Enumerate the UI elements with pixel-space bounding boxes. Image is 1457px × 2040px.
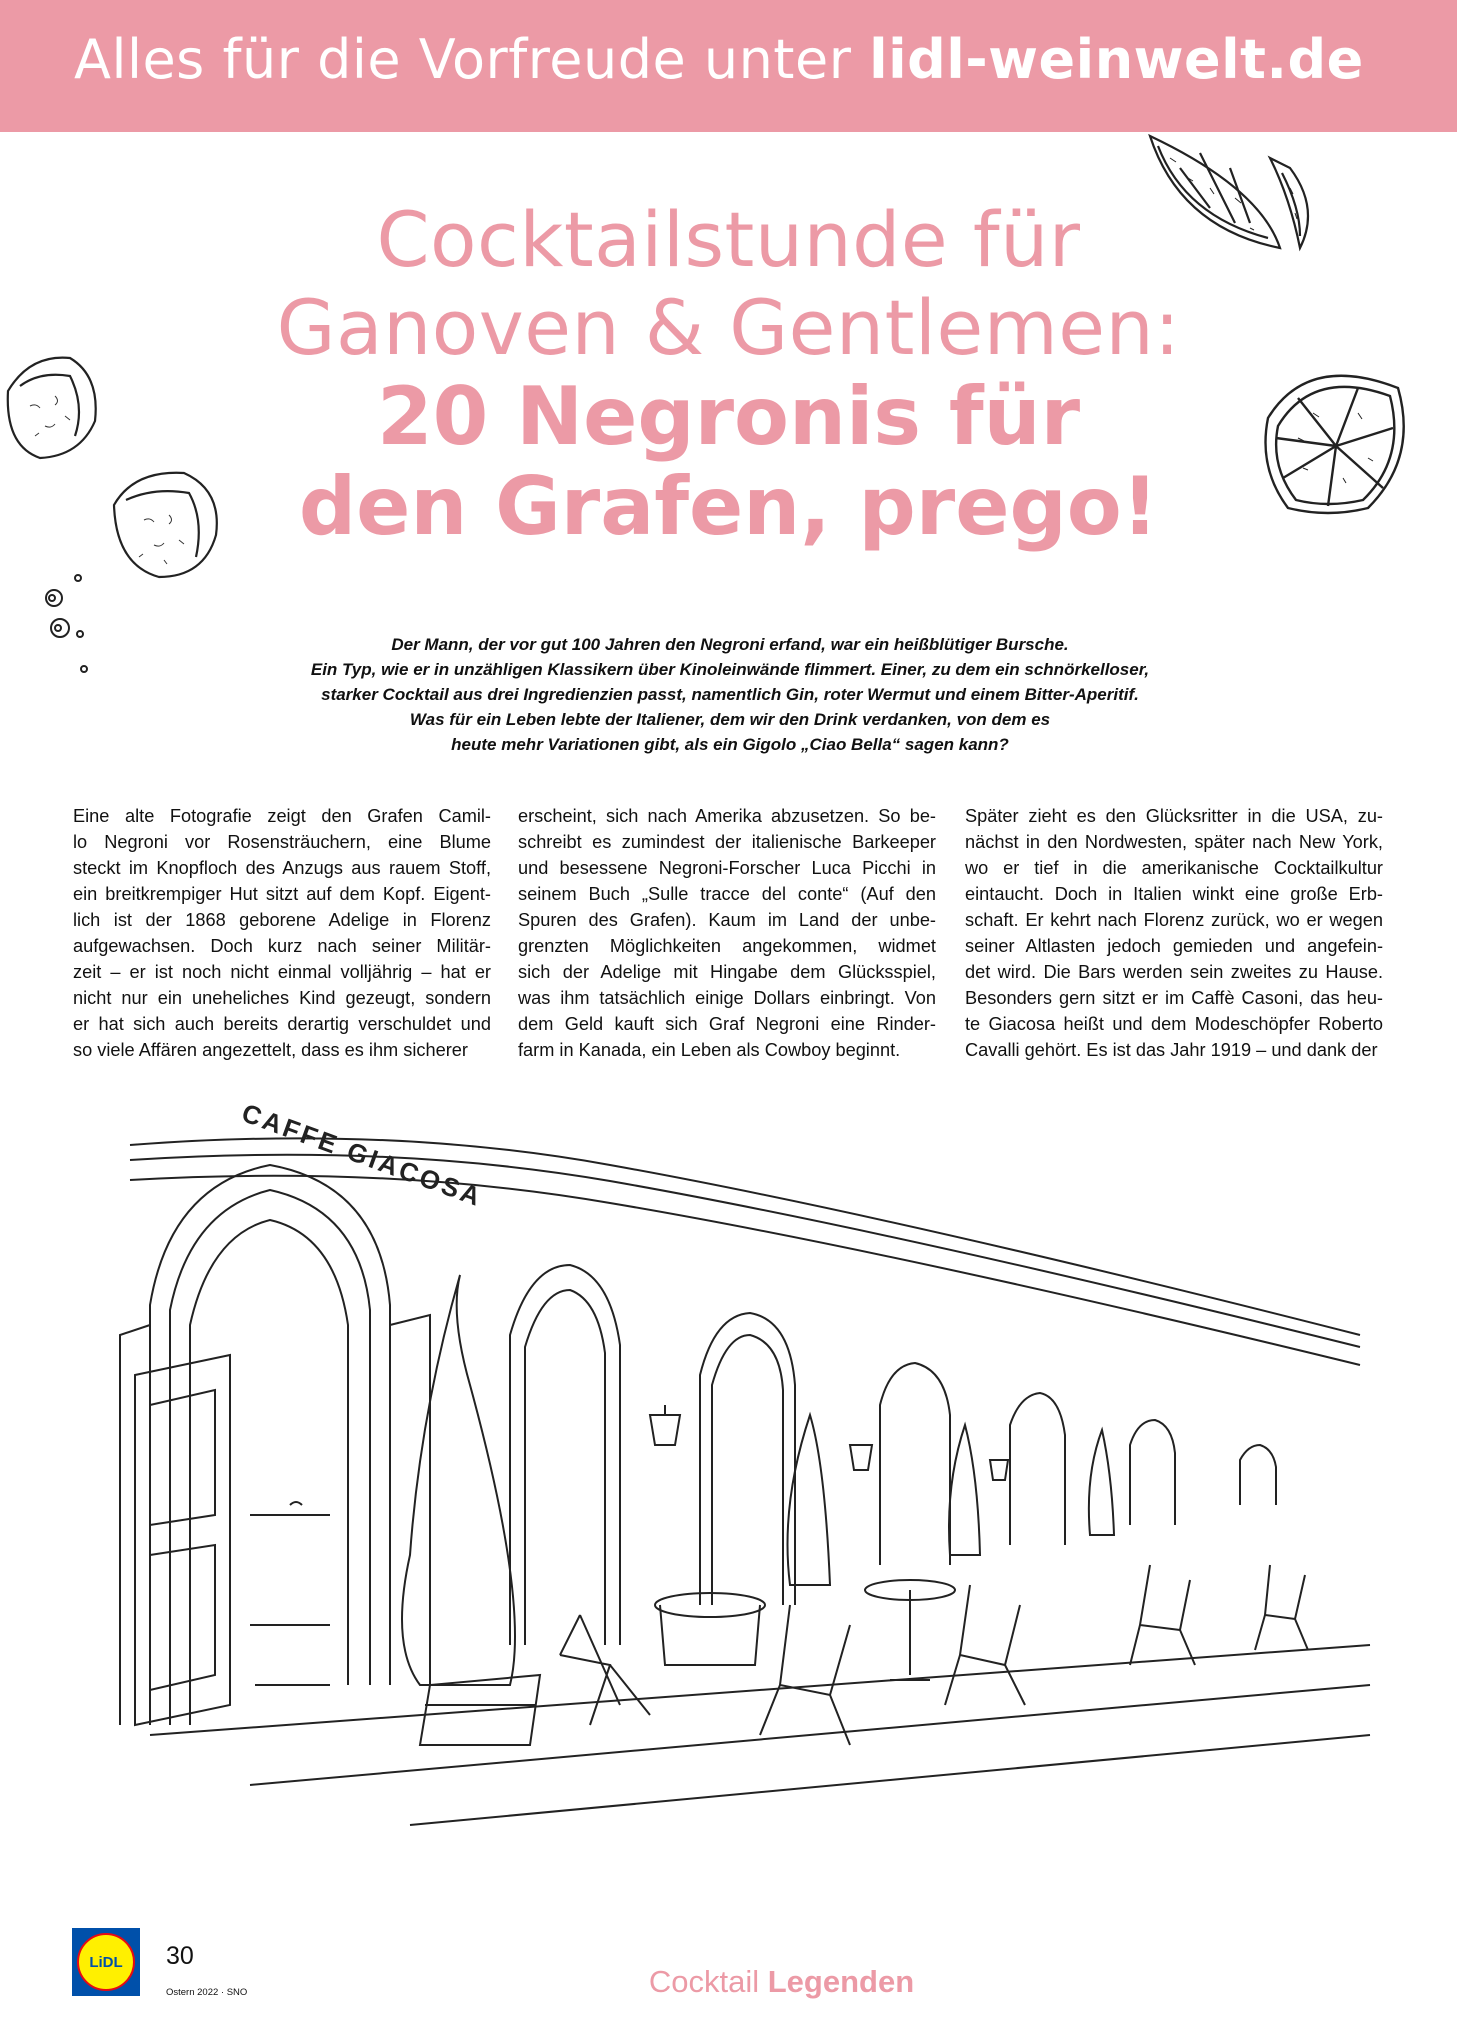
headline-line-1: Cocktailstunde für <box>376 195 1081 284</box>
column-line: Besonders gern sitzt er im Caffè Casoni, das heu- <box>965 988 1383 1008</box>
column-line: lich ist der 1868 geborene Adelige in Florenz <box>73 910 491 930</box>
column-line: und besessene Negroni-Forscher Luca Picchi in <box>518 858 936 878</box>
column-line: ein breitkrempiger Hut sitzt auf dem Kopf. Eigent- <box>73 884 491 904</box>
cafe-illustration <box>90 1085 1380 1845</box>
column-line: Spuren des Grafen). Kaum im Land der unbe- <box>518 910 936 930</box>
column-line: grenzten Möglichkeiten angekommen, widmet <box>518 936 936 956</box>
banner-prefix: Alles für die Vorfreude unter <box>74 28 870 91</box>
intro-line: Ein Typ, wie er in unzähligen Klassikern über Kinoleinwände flimmert. Einer, zu dem ein schnörkelloser, <box>310 660 1150 679</box>
banner-text <box>74 28 1364 91</box>
headline-line-3: 20 Negronis für <box>376 370 1081 463</box>
column-line: sich der Adelige mit Hingabe dem Glücksspiel, <box>518 962 936 982</box>
page-number: 30 <box>166 1942 194 1970</box>
banner-site-link[interactable]: lidl-weinwelt.de <box>869 28 1364 91</box>
column-line: seiner Altlasten jedoch gemieden und angefein- <box>965 936 1383 956</box>
column-line: det wird. Die Bars werden sein zweites zu Hause. <box>965 962 1383 982</box>
column-line: steckt im Knopfloch des Anzugs aus rauem Stoff, <box>73 858 491 878</box>
footer-title-light: Cocktail <box>648 1964 768 1999</box>
column-line: so viele Affären angezettelt, dass es ihm sicherer <box>73 1040 468 1060</box>
column-line: er hat sich auch bereits derartig verschuldet und <box>73 1014 491 1034</box>
body-column-2 <box>518 803 936 1063</box>
footer-title-bold: Legenden <box>767 1964 915 1999</box>
headline-line-4: den Grafen, prego! <box>298 460 1159 553</box>
intro-paragraph <box>180 632 1280 757</box>
column-line: lo Negroni vor Rosensträuchern, eine Blume <box>73 832 491 852</box>
column-line: erscheint, sich nach Amerika abzusetzen. So be- <box>518 806 936 826</box>
body-column-1 <box>73 803 491 1063</box>
footer-section-title <box>0 1964 1457 2000</box>
column-line: schreibt es zumindest der italienische Barkeeper <box>518 832 936 852</box>
bubbles-icon <box>36 570 106 680</box>
intro-line: starker Cocktail aus drei Ingredienzien passt, namentlich Gin, roter Wermut und einem Bitter-Aperitif. <box>321 685 1139 704</box>
column-line: nicht nur ein uneheliches Kind gezeugt, sondern <box>73 988 491 1008</box>
column-line: schaft. Er kehrt nach Florenz zurück, wo er wegen <box>965 910 1383 930</box>
intro-line: Was für ein Leben lebte der Italiener, dem wir den Drink verdanken, von dem es <box>409 710 1051 729</box>
column-line: farm in Kanada, ein Leben als Cowboy beginnt. <box>518 1040 901 1060</box>
logo-text: LiDL <box>89 1954 123 1971</box>
column-line: was ihm tatsächlich einige Dollars einbringt. Von <box>518 988 936 1008</box>
top-banner <box>0 0 1457 132</box>
column-line: Cavalli gehört. Es ist das Jahr 1919 – und dank der <box>965 1040 1378 1060</box>
column-line: nächst in den Nordwesten, später nach New York, <box>965 832 1383 852</box>
column-line: seinem Buch „Sulle tracce del conte“ (Auf den <box>518 884 936 904</box>
intro-line: heute mehr Variationen gibt, als ein Gigolo „Ciao Bella“ sagen kann? <box>451 735 1009 754</box>
issue-label: Ostern 2022 · SNO <box>166 1987 248 1998</box>
column-line: eintaucht. Doch in Italien winkt eine große Erb- <box>965 884 1383 904</box>
column-line: wo er tief in die amerikanische Cocktailkultur <box>965 858 1383 878</box>
headline-line-2: Ganoven & Gentlemen: <box>276 283 1181 372</box>
column-line: aufgewachsen. Doch kurz nach seiner Militär- <box>73 936 491 956</box>
column-line: te Giacosa heißt und dem Modeschöpfer Roberto <box>965 1014 1383 1034</box>
cafe-sign: CAFFE GIACOSA <box>237 1097 488 1213</box>
column-line: zeit – er ist noch nicht einmal volljährig – hat er <box>73 962 491 982</box>
intro-line: Der Mann, der vor gut 100 Jahren den Negroni erfand, war ein heißblütiger Bursche. <box>391 635 1069 654</box>
column-line: Eine alte Fotografie zeigt den Grafen Camil- <box>73 806 491 826</box>
body-column-3 <box>965 803 1383 1063</box>
column-line: Später zieht es den Glücksritter in die USA, zu- <box>965 806 1383 826</box>
column-line: dem Geld kauft sich Graf Negroni eine Rinder- <box>518 1014 936 1034</box>
headline <box>0 196 1457 552</box>
